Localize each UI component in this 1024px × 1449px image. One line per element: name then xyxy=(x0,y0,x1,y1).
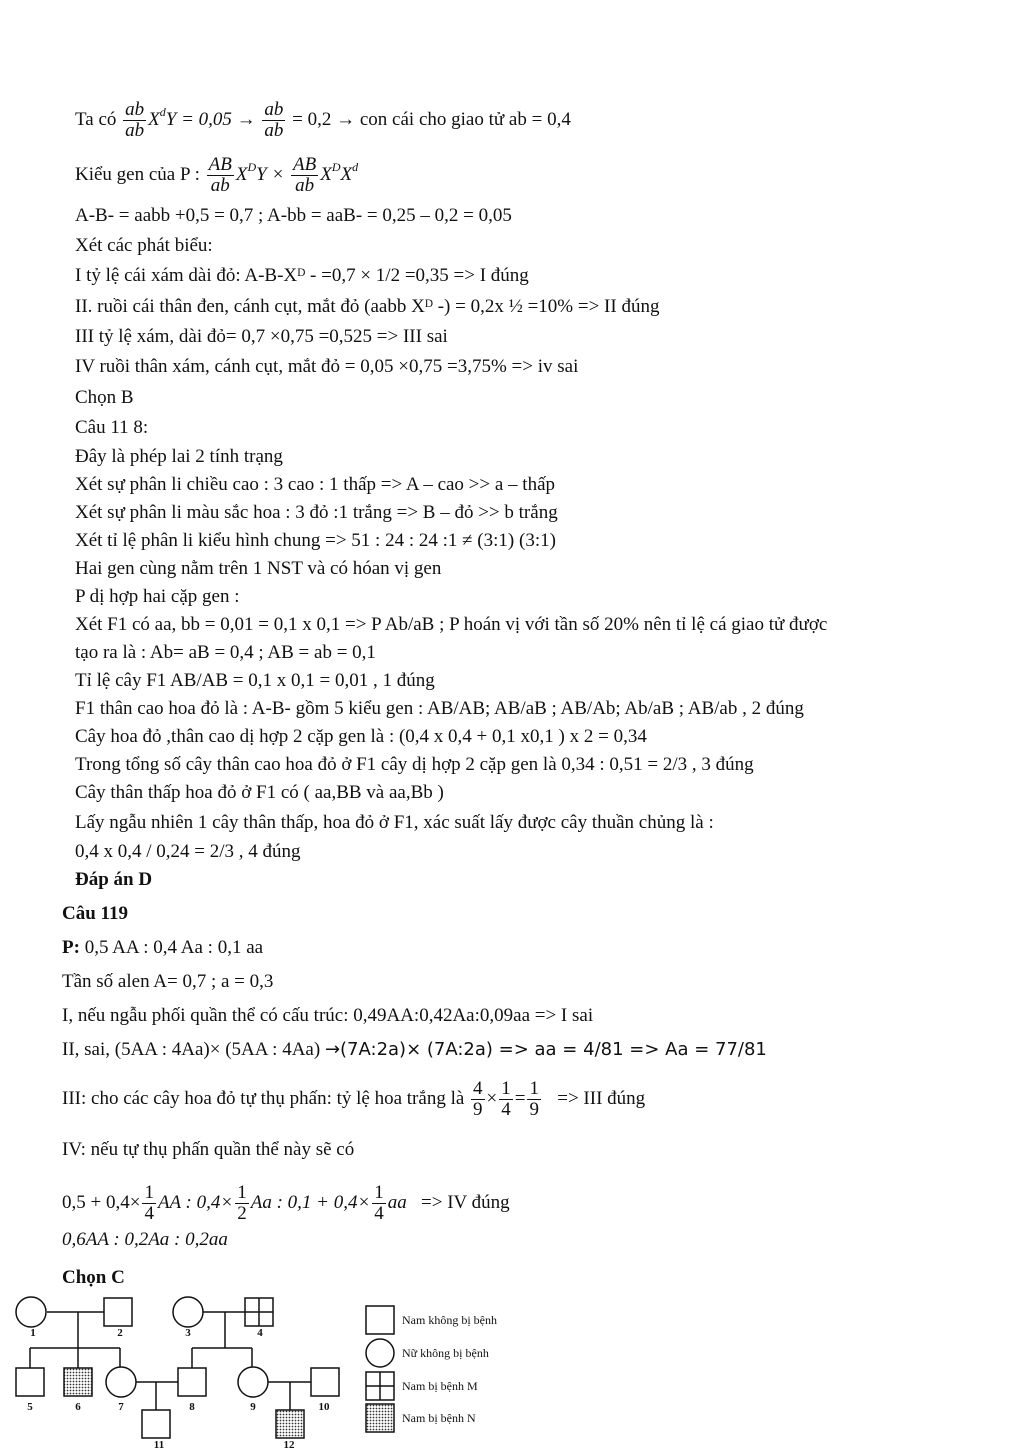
text-line: Tỉ lệ cây F1 AB/AB = 0,1 x 0,1 = 0,01 , 1 đúng xyxy=(75,670,435,691)
denominator: 2 xyxy=(237,1203,247,1225)
text: →(7A:2a)× (7A:2a) => aa = 4/81 => Aa = 77/81 xyxy=(324,1039,767,1060)
numerator: 1 xyxy=(144,1182,154,1204)
pedigree-diagram xyxy=(0,1290,1024,1449)
label-6: 6 xyxy=(75,1401,81,1413)
individual-10 xyxy=(311,1368,339,1396)
text-line: 0,6AA : 0,2Aa : 0,2aa xyxy=(62,1229,228,1250)
legend-male-m-label: Nam bị bệnh M xyxy=(402,1379,478,1393)
fraction xyxy=(527,1079,541,1120)
label-10: 10 xyxy=(318,1401,330,1413)
text: = 0,2 → con cái cho giao tử ab = 0,4 xyxy=(292,108,571,130)
question-heading: Câu 119 xyxy=(62,903,128,924)
text-line: Xét sự phân li chiều cao : 3 cao : 1 thấp => A – cao >> a – thấp xyxy=(75,474,556,495)
individual-12 xyxy=(276,1410,304,1438)
denominator: ab xyxy=(264,120,284,141)
text: X xyxy=(340,163,353,185)
text-line xyxy=(62,936,263,960)
label-3: 3 xyxy=(185,1327,191,1339)
fraction xyxy=(471,1079,485,1120)
legend-male-normal-symbol xyxy=(366,1306,394,1334)
text-line: P dị hợp hai cặp gen : xyxy=(75,586,240,607)
text: II, sai, (5AA : 4Aa)× (5AA : 4Aa) xyxy=(62,1039,325,1060)
label-9: 9 xyxy=(250,1401,256,1413)
label-11: 11 xyxy=(153,1439,165,1449)
legend-female-normal-label: Nữ không bị bệnh xyxy=(402,1346,489,1360)
text: X xyxy=(148,108,160,130)
legend-female-normal-symbol xyxy=(366,1339,394,1367)
text-line: Chọn B xyxy=(75,387,134,408)
text-line: Trong tổng số cây thân cao hoa đỏ ở F1 cây dị hợp 2 cặp gen là 0,34 : 0,51 = 2/3 , 3 đúng xyxy=(75,754,754,775)
equation-line-iv xyxy=(62,1180,510,1226)
numerator: 1 xyxy=(374,1182,384,1204)
denominator: 9 xyxy=(529,1099,539,1121)
text-line: Hai gen cùng nằm trên 1 NST và có hóan vị gen xyxy=(75,558,442,579)
legend-male-n-label: Nam bị bệnh N xyxy=(402,1411,476,1425)
individual-11 xyxy=(142,1410,170,1438)
denominator: ab xyxy=(210,175,230,196)
fraction xyxy=(291,155,318,196)
numerator: 1 xyxy=(501,1078,511,1100)
numerator: 4 xyxy=(473,1078,483,1100)
text: => III đúng xyxy=(557,1088,646,1109)
text-line: Lấy ngẫu nhiên 1 cây thân thấp, hoa đỏ ở F1, xác suất lấy được cây thuần chủng là : xyxy=(75,812,714,833)
text-line: Xét sự phân li màu sắc hoa : 3 đỏ :1 trắng => B – đỏ >> b trắng xyxy=(75,502,558,523)
text: × xyxy=(486,1088,498,1109)
text: aa xyxy=(387,1192,407,1213)
text: AA : 0,4× xyxy=(157,1192,234,1213)
label-2: 2 xyxy=(117,1327,123,1339)
fraction xyxy=(262,100,285,141)
text: X xyxy=(235,163,248,185)
superscript: D xyxy=(247,159,257,174)
individual-3 xyxy=(173,1297,203,1327)
denominator: ab xyxy=(295,175,315,196)
denominator: 4 xyxy=(501,1099,511,1121)
fraction xyxy=(372,1183,386,1224)
text: => IV đúng xyxy=(421,1192,510,1213)
legend-male-m-symbol xyxy=(366,1372,394,1400)
numerator: ab xyxy=(264,99,284,120)
numerator: ab xyxy=(125,99,145,120)
fraction xyxy=(123,100,146,141)
text: 0,5 AA : 0,4 Aa : 0,1 aa xyxy=(79,937,264,958)
superscript: d xyxy=(159,104,166,119)
text-line: F1 thân cao hoa đỏ là : A-B- gồm 5 kiểu gen : AB/AB; AB/aB ; AB/Ab; Ab/aB ; AB/ab , 2 đúng xyxy=(75,698,804,719)
answer-heading: Chọn C xyxy=(62,1267,125,1288)
text-line: Xét các phát biểu: xyxy=(75,235,213,256)
label-12: 12 xyxy=(283,1439,295,1449)
text: 0,5 + 0,4× xyxy=(62,1192,141,1213)
text-line xyxy=(62,1038,767,1062)
text-line: A-B- = aabb +0,5 = 0,7 ; A-bb = aaB- = 0,25 – 0,2 = 0,05 xyxy=(75,205,512,226)
numerator: 1 xyxy=(237,1182,247,1204)
individual-4 xyxy=(245,1298,273,1326)
equation-line-2 xyxy=(75,155,358,196)
text-line: IV: nếu tự thụ phấn quần thể này sẽ có xyxy=(62,1139,355,1160)
text: Aa : 0,1 + 0,4× xyxy=(250,1192,371,1213)
legend-male-n-symbol xyxy=(366,1404,394,1432)
individual-5 xyxy=(16,1368,44,1396)
text: III: cho các cây hoa đỏ tự thụ phấn: tỷ lệ hoa trắng là xyxy=(62,1088,465,1109)
text-line: I tỷ lệ cái xám dài đỏ: A-B-Xᴰ - =0,7 × 1/2 =0,35 => I đúng xyxy=(75,265,529,286)
text-line: tạo ra là : Ab= aB = 0,4 ; AB = ab = 0,1 xyxy=(75,642,376,663)
individual-1 xyxy=(16,1297,46,1327)
text: = xyxy=(514,1088,526,1109)
superscript: D xyxy=(331,159,341,174)
text-line: Cây hoa đỏ ,thân cao dị hợp 2 cặp gen là : (0,4 x 0,4 + 0,1 x0,1 ) x 2 = 0,34 xyxy=(75,726,647,747)
fraction xyxy=(235,1183,249,1224)
text-line: Tần số alen A= 0,7 ; a = 0,3 xyxy=(62,971,274,992)
text-line: Xét F1 có aa, bb = 0,01 = 0,1 x 0,1 => P Ab/aB ; P hoán vị với tần số 20% nên tỉ lệ cá giao tử được xyxy=(75,614,828,635)
answer-heading: Đáp án D xyxy=(75,869,153,890)
denominator: 4 xyxy=(374,1203,384,1225)
label-4: 4 xyxy=(257,1327,263,1339)
individual-2 xyxy=(104,1298,132,1326)
text: Ta có xyxy=(75,108,117,130)
numerator: AB xyxy=(293,154,317,175)
label-8: 8 xyxy=(189,1401,195,1413)
fraction xyxy=(207,155,234,196)
individual-7 xyxy=(106,1367,136,1397)
equation-line-1 xyxy=(75,100,571,141)
text-line: III tỷ lệ xám, dài đỏ= 0,7 ×0,75 =0,525 => III sai xyxy=(75,326,448,347)
text: Y × xyxy=(256,163,285,185)
denominator: 4 xyxy=(144,1203,154,1225)
text-line: Đây là phép lai 2 tính trạng xyxy=(75,446,283,467)
individual-6 xyxy=(64,1368,92,1396)
text: Kiểu gen của P : xyxy=(75,163,200,185)
denominator: ab xyxy=(125,120,145,141)
text: X xyxy=(320,163,332,185)
numerator: 1 xyxy=(529,1078,539,1100)
label-5: 5 xyxy=(27,1401,33,1413)
text-line: Cây thân thấp hoa đỏ ở F1 có ( aa,BB và aa,Bb ) xyxy=(75,782,444,803)
text-line: II. ruồi cái thân đen, cánh cụt, mắt đỏ (aabb Xᴰ -) = 0,2x ½ =10% => II đúng xyxy=(75,296,660,317)
legend-male-normal-label: Nam không bị bệnh xyxy=(402,1313,497,1327)
text-line: IV ruồi thân xám, cánh cụt, mắt đỏ = 0,05 ×0,75 =3,75% => iv sai xyxy=(75,356,579,377)
text-line: 0,4 x 0,4 / 0,24 = 2/3 , 4 đúng xyxy=(75,841,301,862)
text: Y = 0,05 → xyxy=(165,108,256,130)
label-1: 1 xyxy=(30,1327,36,1339)
individual-8 xyxy=(178,1368,206,1396)
superscript: d xyxy=(352,159,359,174)
individual-9 xyxy=(238,1367,268,1397)
fraction xyxy=(142,1183,156,1224)
denominator: 9 xyxy=(473,1099,483,1121)
text-line: Xét tỉ lệ phân li kiểu hình chung => 51 : 24 : 24 :1 ≠ (3:1) (3:1) xyxy=(75,530,556,551)
label-7: 7 xyxy=(118,1401,124,1413)
text-line: Câu 11 8: xyxy=(75,417,149,438)
numerator: AB xyxy=(208,154,232,175)
text-line: I, nếu ngẫu phối quần thể có cấu trúc: 0,49AA:0,42Aa:0,09aa => I sai xyxy=(62,1005,594,1026)
fraction xyxy=(499,1079,513,1120)
equation-line-iii xyxy=(62,1076,645,1122)
label: P: xyxy=(62,937,80,958)
